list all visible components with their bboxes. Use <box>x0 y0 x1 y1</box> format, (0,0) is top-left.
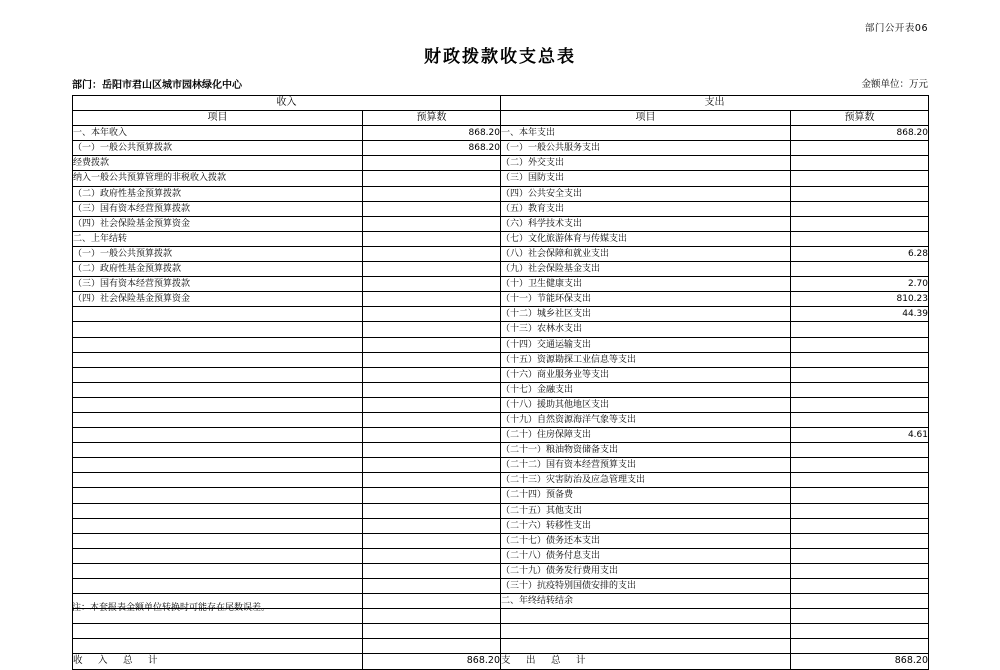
expense-item-value <box>791 231 929 246</box>
income-item-label <box>73 533 363 548</box>
expense-item-label: （二十八）债务付息支出 <box>501 548 791 563</box>
income-item-value <box>363 594 501 609</box>
expense-item-value <box>791 141 929 156</box>
income-item-value <box>363 277 501 292</box>
income-total-value: 868.20 <box>363 654 501 669</box>
expense-item-value <box>791 443 929 458</box>
expense-item-value <box>791 186 929 201</box>
expense-item-value: 6.28 <box>791 246 929 261</box>
expense-item-label: （七）文化旅游体育与传媒支出 <box>501 231 791 246</box>
expense-item-value <box>791 533 929 548</box>
page-title: 财政拨款收支总表 <box>424 47 576 67</box>
expense-total-value: 868.20 <box>791 654 929 669</box>
department-label: 部门：岳阳市君山区城市园林绿化中心 <box>72 80 242 91</box>
income-item-value <box>363 503 501 518</box>
expense-item-label: （二十五）其他支出 <box>501 503 791 518</box>
expense-item-value <box>791 503 929 518</box>
table-row <box>73 624 929 639</box>
table-row <box>73 533 929 548</box>
income-item-label: （一）一般公共预算拨款 <box>73 246 363 261</box>
income-item-label <box>73 563 363 578</box>
expense-item-value: 4.61 <box>791 428 929 443</box>
expense-item-value <box>791 473 929 488</box>
expense-item-value <box>791 156 929 171</box>
col-head-expense-item: 项目 <box>501 111 791 126</box>
table-row <box>73 488 929 503</box>
group-header-row <box>73 96 929 111</box>
expense-item-value: 44.39 <box>791 307 929 322</box>
income-item-label <box>73 412 363 427</box>
col-head-income-budget: 预算数 <box>363 111 501 126</box>
table-row <box>73 563 929 578</box>
amount-unit-label: 金额单位：万元 <box>861 79 928 90</box>
income-item-value <box>363 443 501 458</box>
expense-item-value <box>791 201 929 216</box>
table-row <box>73 126 929 141</box>
expense-item-label: （十三）农林水支出 <box>501 322 791 337</box>
expense-item-label: （十九）自然资源海洋气象等支出 <box>501 412 791 427</box>
expense-item-label: （三十）抗疫特别国债安排的支出 <box>501 579 791 594</box>
income-item-value <box>363 397 501 412</box>
expense-item-label: （十）卫生健康支出 <box>501 277 791 292</box>
expense-item-label: （二十七）债务还本支出 <box>501 533 791 548</box>
expense-item-value <box>791 352 929 367</box>
income-item-label: 纳入一般公共预算管理的非税收入拨款 <box>73 171 363 186</box>
income-item-label <box>73 352 363 367</box>
table-row <box>73 307 929 322</box>
expense-item-value: 868.20 <box>791 126 929 141</box>
income-item-value <box>363 231 501 246</box>
expense-item-value <box>791 624 929 639</box>
table-row <box>73 337 929 352</box>
income-item-value <box>363 473 501 488</box>
expense-item-label: （六）科学技术支出 <box>501 216 791 231</box>
expense-item-label: （十一）节能环保支出 <box>501 292 791 307</box>
col-head-income-item: 项目 <box>73 111 363 126</box>
income-item-value <box>363 579 501 594</box>
table-row <box>73 367 929 382</box>
table-row <box>73 518 929 533</box>
expense-item-value <box>791 563 929 578</box>
income-item-label <box>73 488 363 503</box>
income-item-value: 868.20 <box>363 141 501 156</box>
meta-row <box>72 76 928 90</box>
income-item-value <box>363 171 501 186</box>
table-row <box>73 216 929 231</box>
expense-item-label: （九）社会保险基金支出 <box>501 262 791 277</box>
expense-item-label: （二十九）债务发行费用支出 <box>501 563 791 578</box>
expense-item-label: （二十）住房保障支出 <box>501 428 791 443</box>
expense-item-label: （十四）交通运输支出 <box>501 337 791 352</box>
form-code: 部门公开表06 <box>864 23 928 34</box>
column-header-row <box>73 111 929 126</box>
expense-item-value <box>791 609 929 624</box>
table-row <box>73 262 929 277</box>
group-header-income: 收入 <box>73 96 501 111</box>
table-row <box>73 428 929 443</box>
expense-item-value <box>791 458 929 473</box>
income-item-value <box>363 563 501 578</box>
expense-item-label: （十八）援助其他地区支出 <box>501 397 791 412</box>
income-item-label: （一）一般公共预算拨款 <box>73 141 363 156</box>
income-item-value: 868.20 <box>363 126 501 141</box>
income-item-label <box>73 337 363 352</box>
income-item-value <box>363 322 501 337</box>
income-item-label <box>73 624 363 639</box>
income-item-value <box>363 186 501 201</box>
table-row <box>73 171 929 186</box>
expense-item-label: （二）外交支出 <box>501 156 791 171</box>
col-head-expense-budget: 预算数 <box>791 111 929 126</box>
expense-item-value <box>791 171 929 186</box>
table-row <box>73 141 929 156</box>
expense-item-label: （十七）金融支出 <box>501 382 791 397</box>
expense-item-label: （三）国防支出 <box>501 171 791 186</box>
income-item-label <box>73 443 363 458</box>
expense-item-label <box>501 624 791 639</box>
expense-item-value <box>791 367 929 382</box>
income-item-label <box>73 458 363 473</box>
income-item-label <box>73 428 363 443</box>
income-item-value <box>363 216 501 231</box>
income-item-label: 经费拨款 <box>73 156 363 171</box>
expense-item-label: （十五）资源勘探工业信息等支出 <box>501 352 791 367</box>
expense-item-value: 810.23 <box>791 292 929 307</box>
expense-item-value <box>791 322 929 337</box>
income-item-value <box>363 262 501 277</box>
expense-item-label: （二十二）国有资本经营预算支出 <box>501 458 791 473</box>
table-row <box>73 458 929 473</box>
expense-item-label: （二十四）预备费 <box>501 488 791 503</box>
income-item-value <box>363 246 501 261</box>
income-item-label <box>73 367 363 382</box>
table-row <box>73 246 929 261</box>
income-item-label <box>73 473 363 488</box>
table-row <box>73 639 929 654</box>
table-row <box>73 231 929 246</box>
expense-item-label: （二十六）转移性支出 <box>501 518 791 533</box>
expense-item-value <box>791 639 929 654</box>
table-row <box>73 156 929 171</box>
income-item-label <box>73 518 363 533</box>
expense-item-value <box>791 262 929 277</box>
table-row <box>73 352 929 367</box>
income-item-label: （二）政府性基金预算拨款 <box>73 186 363 201</box>
income-item-value <box>363 307 501 322</box>
table-row <box>73 503 929 518</box>
income-item-value <box>363 292 501 307</box>
expense-item-label <box>501 609 791 624</box>
expense-item-label: （五）教育支出 <box>501 201 791 216</box>
expense-total-label: 支 出 总 计 <box>501 654 791 669</box>
expense-item-value <box>791 382 929 397</box>
expense-item-label: （二十三）灾害防治及应急管理支出 <box>501 473 791 488</box>
budget-table <box>72 95 929 670</box>
expense-item-value <box>791 216 929 231</box>
table-total-row <box>73 654 929 669</box>
expense-item-value <box>791 548 929 563</box>
income-item-label <box>73 639 363 654</box>
table-row <box>73 443 929 458</box>
expense-item-label: （八）社会保障和就业支出 <box>501 246 791 261</box>
expense-item-label: （四）公共安全支出 <box>501 186 791 201</box>
table-row <box>73 277 929 292</box>
expense-item-value <box>791 397 929 412</box>
income-item-value <box>363 367 501 382</box>
income-item-value <box>363 609 501 624</box>
table-row <box>73 292 929 307</box>
expense-item-value <box>791 579 929 594</box>
table-row <box>73 412 929 427</box>
expense-item-label: （一）一般公共服务支出 <box>501 141 791 156</box>
income-item-value <box>363 201 501 216</box>
income-item-label: （三）国有资本经营预算拨款 <box>73 201 363 216</box>
expense-item-value <box>791 412 929 427</box>
income-item-label: 一、本年收入 <box>73 126 363 141</box>
income-item-value <box>363 518 501 533</box>
expense-item-value: 2.70 <box>791 277 929 292</box>
expense-item-value <box>791 518 929 533</box>
table-row <box>73 201 929 216</box>
table-row <box>73 579 929 594</box>
expense-item-label: 一、本年支出 <box>501 126 791 141</box>
expense-item-label: （二十一）粮油物资储备支出 <box>501 443 791 458</box>
income-item-value <box>363 352 501 367</box>
income-item-label <box>73 548 363 563</box>
table-row <box>73 473 929 488</box>
income-item-value <box>363 156 501 171</box>
income-item-label <box>73 382 363 397</box>
expense-item-value <box>791 488 929 503</box>
table-row <box>73 397 929 412</box>
income-item-value <box>363 382 501 397</box>
expense-item-label <box>501 639 791 654</box>
income-item-label: （四）社会保险基金预算资金 <box>73 292 363 307</box>
income-item-value <box>363 624 501 639</box>
income-item-value <box>363 458 501 473</box>
income-item-value <box>363 412 501 427</box>
group-header-expense: 支出 <box>501 96 929 111</box>
table-row <box>73 548 929 563</box>
expense-item-label: （十六）商业服务业等支出 <box>501 367 791 382</box>
income-item-value <box>363 488 501 503</box>
table-row <box>73 382 929 397</box>
expense-item-label: （十二）城乡社区支出 <box>501 307 791 322</box>
income-item-label: （三）国有资本经营预算拨款 <box>73 277 363 292</box>
income-item-value <box>363 533 501 548</box>
expense-item-value <box>791 594 929 609</box>
income-item-value <box>363 428 501 443</box>
income-item-value <box>363 639 501 654</box>
expense-item-value <box>791 337 929 352</box>
income-item-label <box>73 307 363 322</box>
table-row <box>73 186 929 201</box>
income-item-label: （二）政府性基金预算拨款 <box>73 262 363 277</box>
income-item-label <box>73 322 363 337</box>
income-item-label <box>73 503 363 518</box>
income-item-label <box>73 397 363 412</box>
table-row <box>73 322 929 337</box>
income-total-label: 收 入 总 计 <box>73 654 363 669</box>
income-item-value <box>363 337 501 352</box>
income-item-label <box>73 579 363 594</box>
income-item-label: （四）社会保险基金预算资金 <box>73 216 363 231</box>
income-item-label: 二、上年结转 <box>73 231 363 246</box>
income-item-value <box>363 548 501 563</box>
table-note: 注：本套报表金额单位转换时可能存在尾数误差。 <box>72 603 271 613</box>
expense-item-label: 二、年终结转结余 <box>501 594 791 609</box>
